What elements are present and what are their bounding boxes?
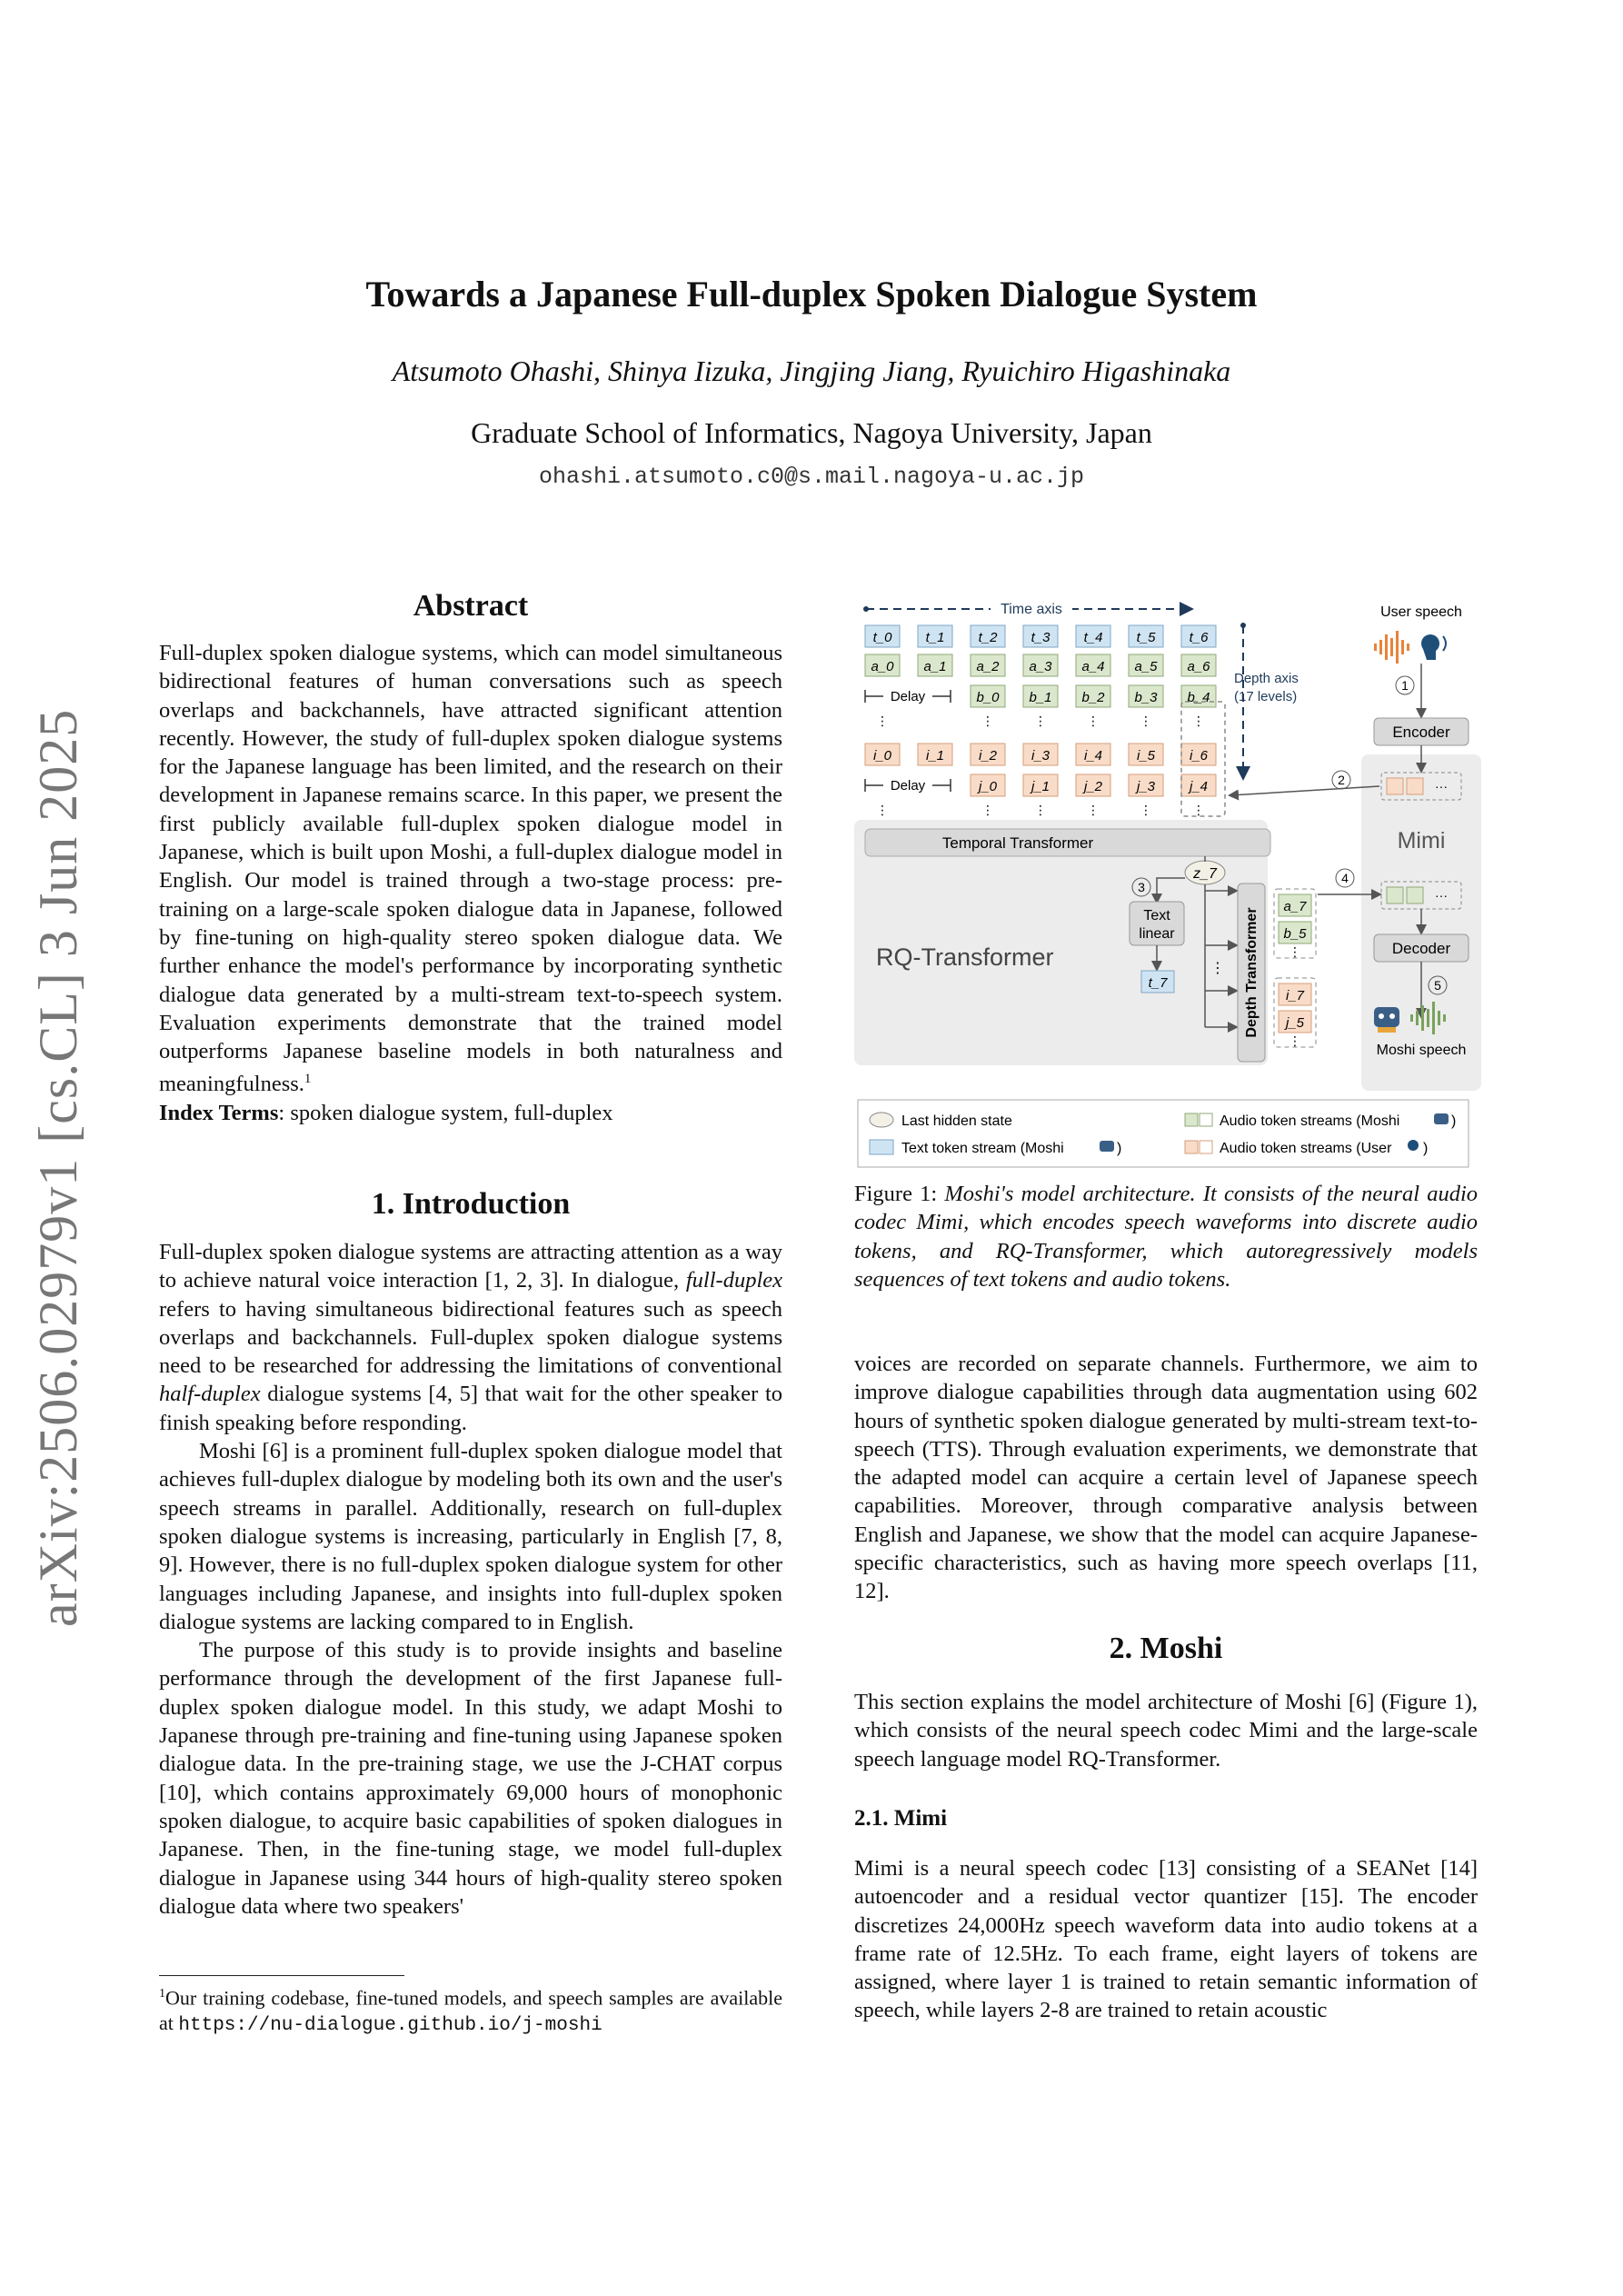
time-axis [863, 598, 1190, 618]
t7-label: t_7 [1148, 975, 1168, 991]
mimi-label: Mimi [1397, 828, 1446, 854]
intro-p1-part-b: refers to having simultaneous bidirectional features such as speech overlaps and backchannels. Full-duplex spoken dialogue systems need to be researched for addressing the limitations of conventional [159, 1296, 782, 1379]
step-2-marker: 2 [1338, 773, 1345, 787]
introduction-body [159, 1238, 782, 1921]
legend-last-hidden-state: Last hidden state [901, 1113, 1012, 1129]
text-stream-token-label: t_3 [1031, 630, 1050, 645]
intro-p1-emphasis-half-duplex: half-duplex [159, 1382, 261, 1407]
moshi-audio-layer2-token-label: b_2 [1081, 690, 1105, 705]
caption-label: Figure 1: [854, 1182, 945, 1206]
moshi-section-body: This section explains the model architecture of Moshi [6] (Figure 1), which consists of the neural speech codec Mimi and the large-scale speech language model RQ-Transformer. [854, 1690, 1478, 1772]
mimi-section-body: Mimi is a neural speech codec [13] consisting of a SEANet [14] autoencoder and a residual vector quantizer [15]. The encoder discretizes 24,000Hz speech waveform data into audio tokens at a frame rate of 12.5Hz. To each frame, eight layers of tokens are assigned, where layer 1 is trained to retain semantic information of speech, while layers 2-8 are trained to retain acoustic [854, 1856, 1478, 2023]
temporal-transformer-label: Temporal Transformer [941, 834, 1094, 852]
intro-p1-emphasis-full-duplex: full-duplex [685, 1268, 782, 1293]
section-heading-introduction: 1. Introduction [371, 1187, 571, 1221]
moshi-stream-dots: ⋮ [1087, 714, 1100, 728]
index-terms-values: : spoken dialogue system, full-duplex [278, 1100, 613, 1125]
subsection-heading-mimi: 2.1. Mimi [854, 1806, 948, 1831]
rq-transformer-label: RQ-Transformer [876, 943, 1054, 971]
moshi-stream-dots: ⋮ [1192, 714, 1205, 728]
a7-label: a_7 [1283, 899, 1307, 914]
affiliation: Graduate School of Informatics, Nagoya University, Japan [471, 416, 1152, 449]
user-audio-layer1-token-label: i_2 [978, 748, 998, 764]
section-heading-moshi: 2. Moshi [1109, 1632, 1223, 1665]
user-audio-layer1-token-label: i_3 [1031, 748, 1050, 764]
depth-axis [1234, 623, 1299, 777]
legend-audio-user: Audio token streams (User [1220, 1141, 1392, 1156]
decoder-label: Decoder [1391, 940, 1451, 957]
intro-paragraph-2: Moshi [6] is a prominent full-duplex spoken dialogue model that achieves full-duplex dialogue by modeling both its own and the user's speech streams in parallel. Additionally, research on full-duplex spoken dialogue systems is increasing, particularly in English [7, 8, 9]. However, there is no full-duplex spoken dialogue system for other languages including Japanese, and insights into full-duplex spoken dialogue systems are lacking compared to in English. [159, 1439, 782, 1634]
user-speech-label: User speech [1380, 604, 1462, 620]
user-audio-layer2-token-label: j_4 [1189, 779, 1209, 794]
moshi-stream-dots: ⋮ [876, 714, 889, 728]
footnote-rule [159, 1975, 404, 1976]
step-1-marker: 1 [1401, 678, 1409, 693]
text-stream-token-label: t_4 [1083, 630, 1103, 645]
delay-moshi [865, 687, 951, 705]
user-speaking-icon [1421, 634, 1446, 660]
user-audio-layer2-token-label: j_3 [1136, 779, 1156, 794]
arxiv-watermark: arXiv:2506.02979v1 [cs.CL] 3 Jun 2025 [28, 708, 88, 1627]
text-stream-token-label: t_5 [1136, 630, 1156, 645]
step-5-marker: 5 [1434, 978, 1441, 993]
user-audio-layer1-token-label: i_6 [1189, 748, 1209, 764]
moshi-audio-layer2-token-label: b_3 [1134, 690, 1158, 705]
footnote-text: Our training codebase, fine-tuned models, and speech samples are available at [159, 1986, 782, 2035]
index-terms [159, 1099, 782, 1127]
time-axis-label: Time axis [1001, 602, 1062, 617]
user-stream-dots: ⋮ [1140, 803, 1152, 817]
moshi-audio-layer2-token-label: b_1 [1029, 690, 1052, 705]
user-stack-dots: ⋮ [1289, 1033, 1301, 1048]
user-stream-dots: ⋮ [1034, 803, 1047, 817]
footnote-url-link[interactable]: https://nu-dialogue.github.io/j-moshi [178, 2015, 602, 2037]
i7-label: i_7 [1285, 988, 1305, 1003]
delay-user [865, 776, 951, 794]
moshi-stream-dots: ⋮ [1140, 714, 1152, 728]
text-linear-label-1: Text [1143, 908, 1170, 923]
text-stream-token-label: t_0 [872, 630, 892, 645]
delay-label-moshi: Delay [890, 689, 926, 704]
moshi-speech-label: Moshi speech [1376, 1043, 1467, 1058]
text-stream-token-label: t_6 [1189, 630, 1209, 645]
user-audio-layer2-token-label: j_2 [1083, 779, 1103, 794]
moshi-audio-layer1-token-label: a_0 [871, 659, 894, 674]
text-stream-token-label: t_2 [978, 630, 998, 645]
depth-axis-levels: (17 levels) [1234, 689, 1298, 704]
moshi-robot-icon [1374, 1007, 1399, 1033]
user-audio-layer2-token-label: j_1 [1031, 779, 1050, 794]
moshi-audio-layer1-token-label: a_4 [1081, 659, 1105, 674]
user-audio-layer1-token-label: i_4 [1083, 748, 1103, 764]
user-stream-dots: ⋮ [876, 803, 889, 817]
email-address[interactable]: ohashi.atsumoto.c0@s.mail.nagoya-u.ac.jp [538, 464, 1085, 490]
intro-paragraph-3: The purpose of this study is to provide insights and baseline performance through the development of the first Japanese full-duplex spoken dialogue model. In this study, we adapt Moshi to Japanese through pre-training and fine-tuning using Japanese spoken dialogue data. In the pre-training stage, we use the J-CHAT corpus [10], which contains approximately 69,000 hours of monophonic spoken dialogue, to acquire basic capabilities of spoken dialogues in Japanese. Then, in the fine-tuning stage, we model full-duplex dialogue in Japanese using 344 hours of high-quality stereo spoken dialogue data where two speakers' [159, 1638, 782, 1919]
moshi-stream-dots: ⋮ [1034, 714, 1047, 728]
moshi-audio-layer1-token-label: a_2 [976, 659, 1000, 674]
paper-title: Towards a Japanese Full-duplex Spoken Dialogue System [365, 274, 1258, 314]
b5-label: b_5 [1283, 926, 1307, 942]
text-linear-label-2: linear [1139, 926, 1175, 942]
user-audio-layer1-token-label: i_5 [1136, 748, 1156, 764]
user-stream-dots: ⋮ [1192, 803, 1205, 817]
legend-robot-icon-2 [1434, 1113, 1449, 1124]
text-stream-token-label: t_1 [925, 630, 945, 645]
figure-1-caption [854, 1180, 1478, 1293]
abstract-heading: Abstract [413, 589, 529, 623]
intro-p1-part-c: dialogue systems [4, 5] that wait for the other speaker to finish speaking before responding. [159, 1382, 782, 1435]
intro-paragraph-1 [159, 1238, 782, 1437]
user-stream-dots: ⋮ [1087, 803, 1100, 817]
abstract-text-content: Full-duplex spoken dialogue systems, which can model simultaneous bidirectional features of human conversations such as speech overlaps and backchannels, have attracted significant attention recently. However, the study of full-duplex spoken dialogue systems for the Japanese language has been limited, and the research on their development in Japanese remains scarce. In this paper, we present the first publicly available full-duplex spoken dialogue model in Japanese, which is built upon Moshi, a full-duplex dialogue model in English. Our model is trained through a two-stage process: pre-training on a large-scale spoken dialogue data in Japanese, followed by fine-tuning on high-quality stereo spoken dialogue data. We further enhance the model's performance by incorporating synthetic dialogue data generated by a multi-stream text-to-speech system. Evaluation experiments demonstrate that the trained model outperforms Japanese baseline models in both naturalness and meaningfulness. [159, 641, 782, 1097]
depth-axis-label: Depth axis [1234, 671, 1299, 686]
figure-legend [858, 1100, 1469, 1167]
legend-audio-moshi: Audio token streams (Moshi [1220, 1113, 1400, 1129]
legend-close-1: ) [1117, 1141, 1122, 1156]
moshi-stream-dots: ⋮ [981, 714, 994, 728]
depth-transformer-label: Depth Transformer [1244, 907, 1260, 1038]
legend-close-2: ) [1451, 1113, 1457, 1129]
legend-close-3: ) [1423, 1141, 1429, 1156]
footnote-marker: 1 [304, 1072, 312, 1087]
abstract-body [159, 639, 782, 1127]
j5-label: j_5 [1285, 1015, 1305, 1031]
intro-p1-part-a: Full-duplex spoken dialogue systems are attracting attention as a way to achieve natural voice interaction [1, 2, 3]. In dialogue, [159, 1240, 782, 1293]
delay-label-user: Delay [890, 778, 926, 794]
legend-robot-icon-1 [1100, 1141, 1114, 1152]
moshi-audio-layer2-token-label: b_4 [1187, 690, 1210, 705]
encoder-output-ellipsis: ··· [1435, 779, 1448, 794]
depth-dots: ⋮ [1210, 961, 1225, 976]
user-audio-layer2-token-label: j_0 [978, 779, 998, 794]
moshi-stack-dots: ⋮ [1289, 944, 1301, 959]
step-4-marker: 4 [1341, 871, 1349, 885]
z7-label: z_7 [1193, 866, 1217, 882]
legend-text-token-stream: Text token stream (Moshi [901, 1141, 1064, 1156]
index-terms-label: Index Terms [159, 1100, 279, 1125]
intro-continuation: voices are recorded on separate channels. Furthermore, we aim to improve dialogue capabilities through data augmentation using 602 hours of synthetic spoken dialogue generated by multi-stream text-to-speech (TTS). Through evaluation experiments, we demonstrate that the adapted model can acquire a certain level of Japanese speech capabilities. Moreover, through comparative analysis between English and Japanese, we show that the model can acquire Japanese-specific characteristics, such as having more speech overlaps [11, 12]. [854, 1352, 1478, 1604]
legend-user-icon [1408, 1140, 1419, 1151]
user-waveform-icon [1374, 631, 1409, 664]
caption-text: Moshi's model architecture. It consists of the neural audio codec Mimi, which encodes speech waveforms into discrete audio tokens, and RQ-Transformer, which autoregressively models sequences of text tokens and audio tokens. [854, 1182, 1478, 1292]
user-audio-layer1-token-label: i_1 [925, 748, 945, 764]
author-list: Atsumoto Ohashi, Shinya Iizuka, Jingjing Jiang, Ryuichiro Higashinaka [392, 354, 1231, 387]
figure-1-architecture [854, 591, 1481, 1173]
footnote-number: 1 [159, 1987, 165, 2001]
moshi-audio-layer1-token-label: a_5 [1134, 659, 1158, 674]
step-3-marker: 3 [1138, 880, 1145, 894]
decoder-input-ellipsis: ··· [1435, 888, 1448, 903]
encoder-label: Encoder [1392, 724, 1450, 741]
footnote [159, 1982, 782, 2039]
user-stream-dots: ⋮ [981, 803, 994, 817]
moshi-audio-layer2-token-label: b_0 [976, 690, 1000, 705]
moshi-audio-layer1-token-label: a_6 [1187, 659, 1210, 674]
moshi-audio-layer1-token-label: a_3 [1029, 659, 1052, 674]
user-audio-layer1-token-label: i_0 [872, 748, 892, 764]
abstract-text [159, 639, 782, 1099]
moshi-audio-layer1-token-label: a_1 [923, 659, 947, 674]
